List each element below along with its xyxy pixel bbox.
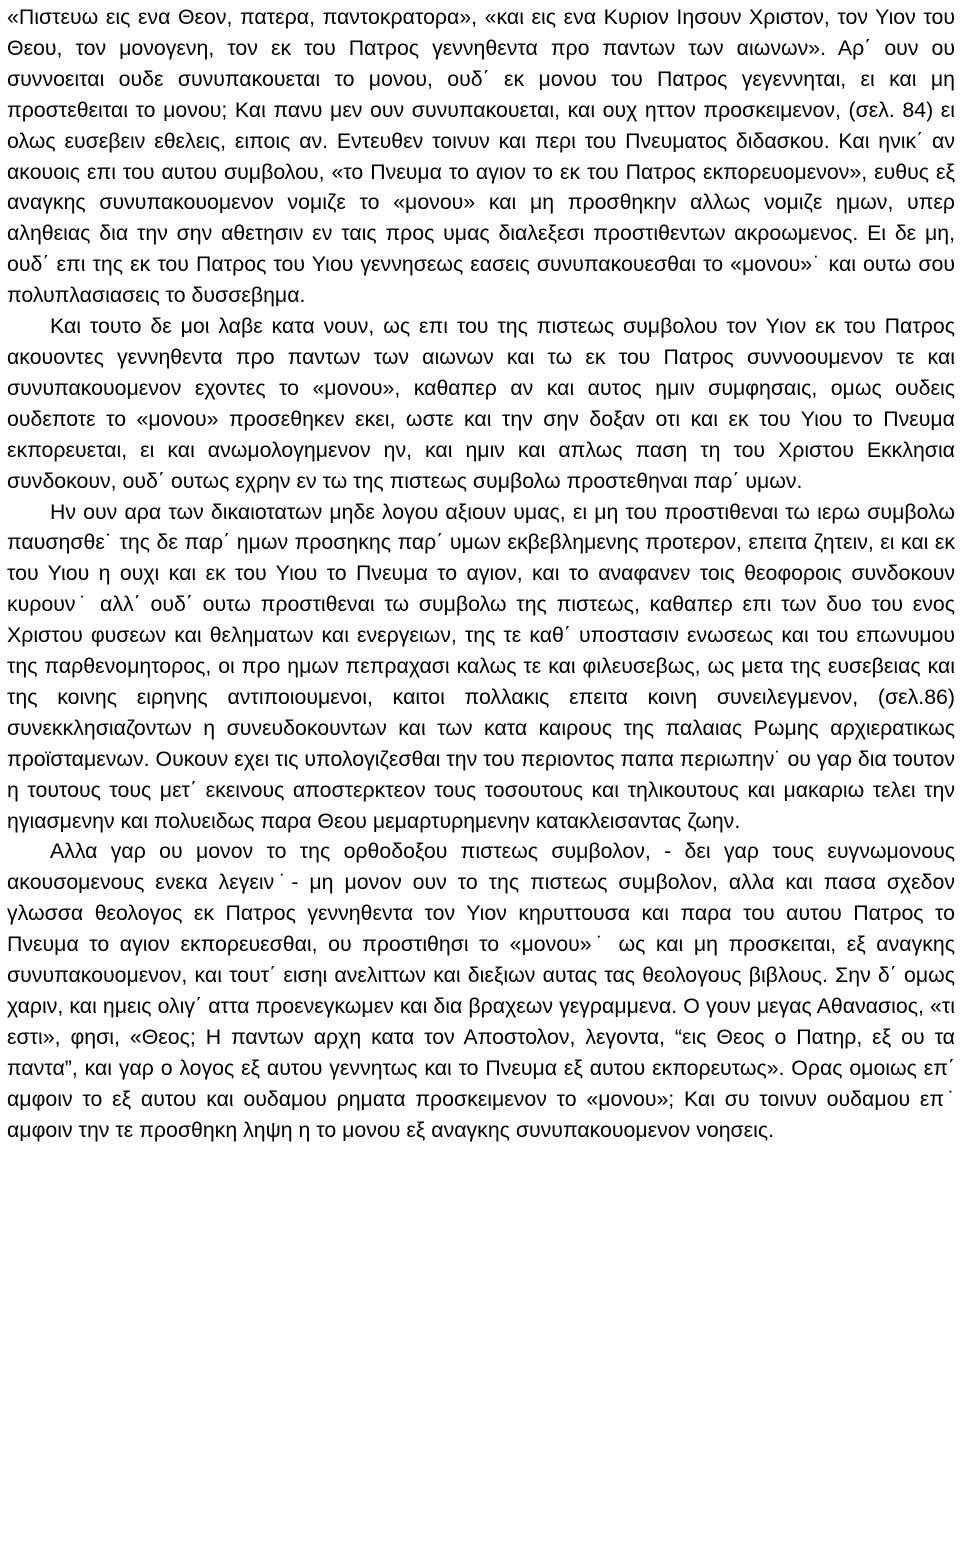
paragraph-1: «Πιστευω εις ενα Θεον, πατερα, παντοκρατορα», «και εις ενα Κυριον Ιησουν Χριστον, τον Υιον του Θεου, τον μονογενη, τον εκ του Πατρος γεννηθεντα προ παντων των αιωνων». Αρ΄ ουν ου συννοειται ουδε συνυπακουεται το μονου, ουδ΄ εκ μονου του Πατρος γεγεννηται, ει και μη προστεθειται το μονου; Και πανυ μεν ουν συνυπακουεται, και ουχ ηττον προσκειμενον, (σελ. 84) ει ολως ευσεβειν εθελεις, ειποις αν. Εντευθεν τοινυν και περι του Πνευματος διδασκου. Και ηνικ΄ αν ακουοις επι του αυτου συμβολου, «το Πνευμα το αγιον το εκ του Πατρος εκπορευομενον», ευθυς εξ αναγκης συνυπακουομενον νομιζε το «μονου» και μη προσθηκην αλλως νομιζε ημων, υπερ αληθειας δια την σην αθετησιν εν ταις προς υμας διαλεξεσι προστιθεντων ακροωμενος. Ει δε μη, ουδ΄ επι της εκ του Πατρος του Υιου γεννησεως εασεις συνυπακουεσθαι το «μονου»˙ και ουτω σου πολυπλασιασεις το δυσσεβημα. (7, 5, 955, 308)
paragraph-4: Αλλα γαρ ου μονον το της ορθοδοξου πιστεως συμβολον, - δει γαρ τους ευγνωμονους ακουσομενους ενεκα λεγειν˙- μη μονον ουν το της πιστεως συμβολον, αλλα και πασα σχεδον γλωσσα θεολογος εκ Πατρος γεννηθεντα τον Υιον κηρυττουσα και παρα του αυτου Πατρος το Πνευμα το αγιον εκπορευεσθαι, ου προστιθησι το «μονου»˙ ως και μη προσκειται, εξ αναγκης συνυπακουομενον, και τουτ΄ εισηι ανελιττων και διεξιων αυτας τας θεολογους βιβλους. Σην δ΄ ομως χαριν, και ημεις ολιγ΄ αττα προενεγκωμεν και δια βραχεων γεγραμμενα. Ο γουν μεγας Αθανασιος, «τι εστι», φησι, «Θεος; Η παντων αρχη κατα τον Αποστολον, λεγοντα, “εις Θεος ο Πατηρ, εξ ου τα παντα”, και γαρ ο λογος εξ αυτου γεννητως και το Πνευμα εξ αυτου εκπορευτως». Ορας ομοιως επ΄ αμφοιν το εξ αυτου και ουδαμου ρηματα προσκειμενον το «μονου»; Και συ τοινυν ουδαμου επ˙ αμφοιν την τε προσθηκη ληψη η το μονου εξ αναγκης συνυπακουομενον νοησεις. (7, 839, 955, 1142)
paragraph-2: Και τουτο δε μοι λαβε κατα νουν, ως επι του της πιστεως συμβολου τον Υιον εκ του Πατρος ακουοντες γεννηθεντα προ παντων των αιωνων και τω εκ του Πατρος συννοουμενον τε και συνυπακουομενον εχοντες το «μονου», καθαπερ αν και αυτος ημιν συμφησαις, ομως ουδεις ουδεποτε το «μονου» προσεθηκεν εκει, ωστε και την σην δοξαν οτι και εκ του Υιου το Πνευμα εκπορευεται, ει και ανωμολογημενον ην, και ημιν και απλως παση τη του Χριστου Εκκλησια συνδοκουν, ουδ΄ ουτως εχρην εν τω της πιστεως συμβολω προστεθηναι παρ΄ υμων. (7, 314, 955, 493)
paragraph-3: Ην ουν αρα των δικαιοτατων μηδε λογου αξιουν υμας, ει μη του προστιθεναι τω ιερω συμβολω παυσησθε˙ της δε παρ΄ ημων προσηκης παρ΄ υμων εκβεβλημενης προτερον, επειτα ζητειν, ει και εκ του Υιου η ουχι και εκ του Υιου το Πνευμα το αγιον, και το αναφανεν τοις θεοφοροις συνδοκουν κυρουν˙ αλλ΄ ουδ΄ ουτω προστιθεναι τω συμβολω της πιστεως, καθαπερ επι των δυο του ενος Χριστου φυσεων και θεληματων και ενεργειων, της τε καθ΄ υποστασιν ενωσεως και του επωνυμου της παρθενομητορος, οι προ ημων πεπραχασι καλως τε και φιλευσεβως, ως μετα της ευσεβειας και της κοινης ειρηνης αντιποιουμενοι, καιτοι πολλακις επειτα κοινη συνειλεγμενον, (σελ.86) συνεκκλησιαζοντων η συνευδοκουντων και των κατα καιρους της παλαιας Ρωμης αρχιερατικως προϊσταμενων. Ουκουν εχει τις υπολογιζεσθαι την του περιοντος παπα περιωπην˙ ου γαρ δια τουτον η τουτους τους μετ΄ εκεινους αποστερκτεον τους τοσουτους και τηλικουτους και μακαριω τελει την ηγιασμενην και πολυειδως παρα Θεου μεμαρτυρημενην κατακλεισαντας ζωην. (7, 499, 955, 833)
